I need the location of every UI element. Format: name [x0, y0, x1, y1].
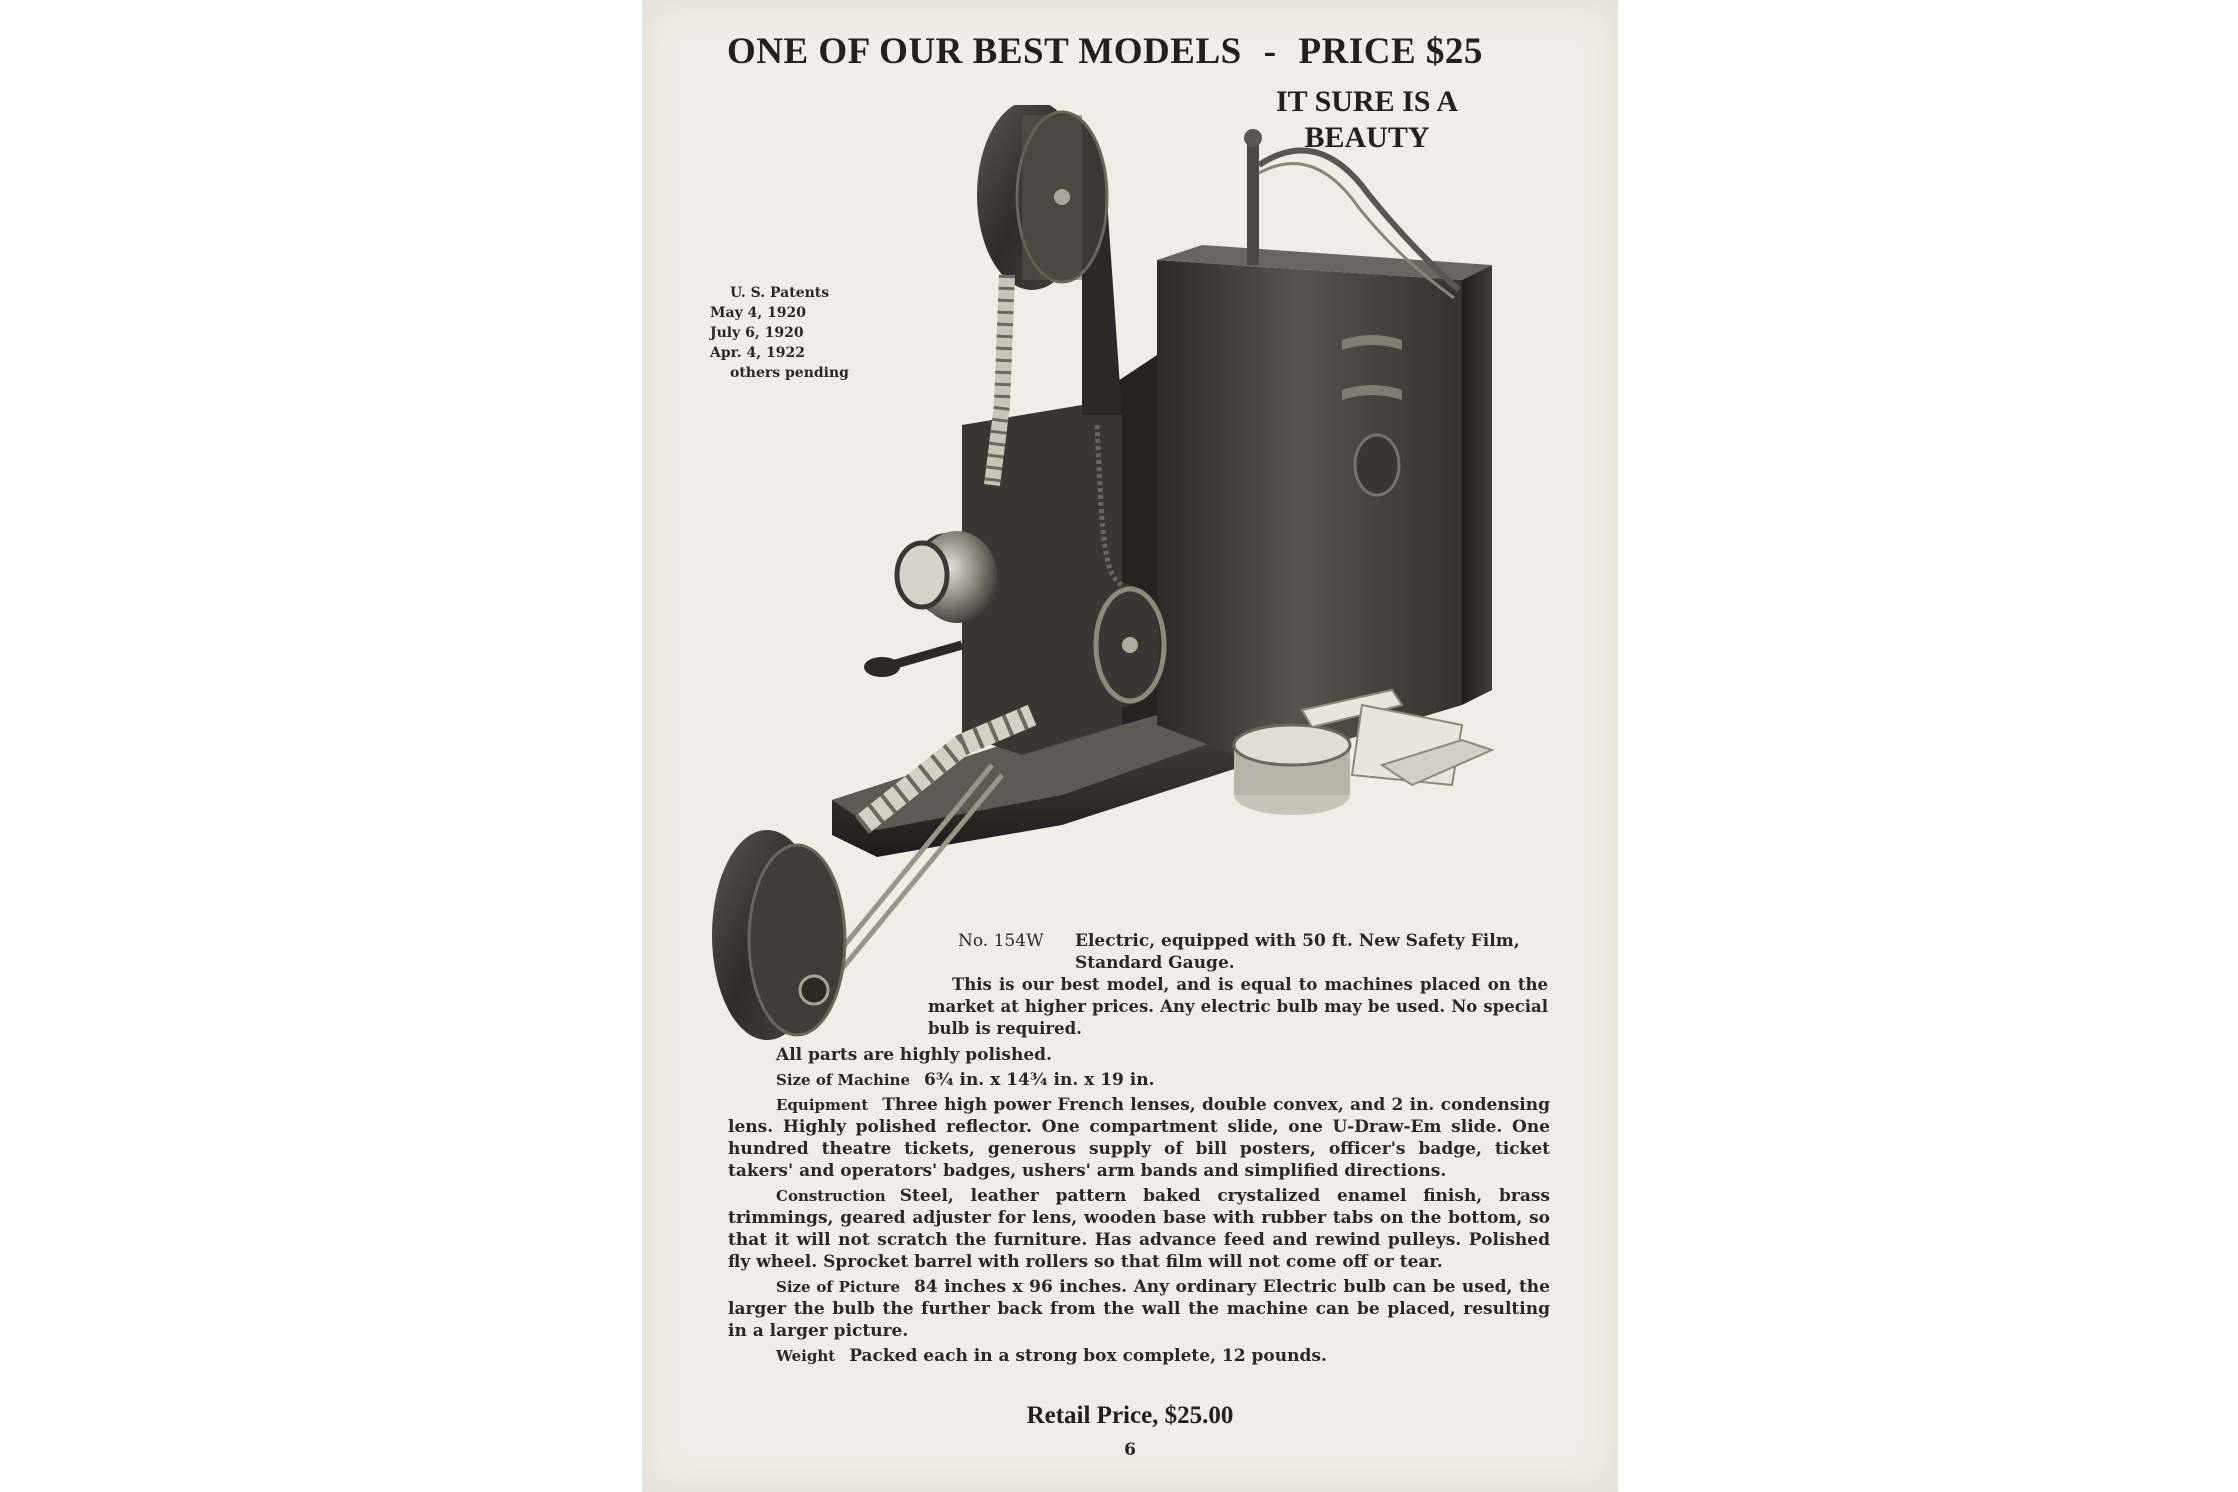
- spec-equipment: [728, 1094, 1550, 1182]
- spec-size-label: Size of Machine: [776, 1071, 911, 1089]
- film-spool: [1022, 115, 1082, 280]
- crank-arm: [892, 645, 962, 665]
- spec-size: [728, 1069, 1550, 1091]
- spec-picture: [728, 1276, 1550, 1342]
- product-intro: This is our best model, and is equal to machines placed on the market at higher prices. Any electric bulb may be used. No special bulb is required.: [928, 975, 1548, 1038]
- model-description: Electric, equipped with 50 ft. New Safety Film, Standard Gauge.: [1075, 931, 1520, 973]
- reel-hub: [1054, 189, 1070, 205]
- fly-wheel-hub: [1122, 637, 1138, 653]
- patents-title: U. S. Patents: [730, 285, 830, 301]
- model-line: [958, 930, 1558, 974]
- patent-date: July 6, 1920: [710, 325, 804, 341]
- lamp-window: [1355, 435, 1399, 495]
- headline-price: PRICE $25: [1298, 31, 1483, 72]
- spec-equipment-text: Three high power French lenses, double convex, and 2 in. condensing lens. Highly polished reflector. One compartment slide, one U-Draw-Em slide. One hundred theatre tickets, generous supply of bill posters, officer's badge, ticket takers' and operators' badges, ushers' arm bands and simplified directions.: [728, 1095, 1550, 1181]
- catalog-page: [642, 0, 1618, 1492]
- patents-pending: others pending: [730, 365, 849, 381]
- spec-picture-text: 84 inches x 96 inches. Any ordinary Electric bulb can be used, the larger the bulb the further back from the wall the machine can be placed, resulting in a larger picture.: [728, 1277, 1550, 1341]
- chimney-cap: [1244, 129, 1262, 147]
- spec-construction: [728, 1185, 1550, 1273]
- headline: [727, 30, 1587, 73]
- specifications: [728, 1044, 1550, 1370]
- model-number: No. 154W: [958, 931, 1044, 951]
- projector-illustration: [702, 105, 1502, 1055]
- spec-construction-label: Construction: [776, 1187, 886, 1205]
- patent-date: Apr. 4, 1922: [710, 345, 805, 361]
- spec-polished: All parts are highly polished.: [776, 1045, 1052, 1065]
- tagline: IT SURE IS A BEAUTY: [1275, 85, 1459, 154]
- spec-equipment-label: Equipment: [776, 1096, 869, 1114]
- headline-dash: -: [1263, 31, 1277, 72]
- lamp-house-side: [1462, 265, 1492, 705]
- spec-picture-label: Size of Picture: [776, 1278, 900, 1296]
- retail-price: Retail Price, $25.00: [1026, 1402, 1234, 1429]
- lamp-house: [1157, 260, 1462, 765]
- lower-reel-face: [749, 845, 845, 1035]
- page-number: 6: [1124, 1440, 1136, 1460]
- spec-weight-text: Packed each in a strong box complete, 12 pounds.: [849, 1346, 1327, 1366]
- spec-weight-label: Weight: [776, 1347, 836, 1365]
- patent-date: May 4, 1920: [710, 305, 807, 321]
- headline-title: ONE OF OUR BEST MODELS: [727, 31, 1242, 72]
- spec-size-text: 6¾ in. x 14¾ in. x 19 in.: [924, 1070, 1155, 1090]
- film-can-lid: [1234, 725, 1350, 765]
- spec-weight: [728, 1345, 1550, 1367]
- crank-handle: [864, 657, 900, 677]
- spec-construction-text: Steel, leather pattern baked crystalized enamel finish, brass trimmings, geared adjuster for lens, wooden base with rubber tabs on the bottom, so that it will not scratch the furniture. Has advance feed and rewind pulleys. Polished fly wheel. Sprocket barrel with rollers so that film will not come off or tear.: [728, 1186, 1550, 1272]
- rewind-pulley: [800, 976, 828, 1004]
- lens-glass: [897, 543, 947, 607]
- chimney-rod: [1247, 140, 1259, 265]
